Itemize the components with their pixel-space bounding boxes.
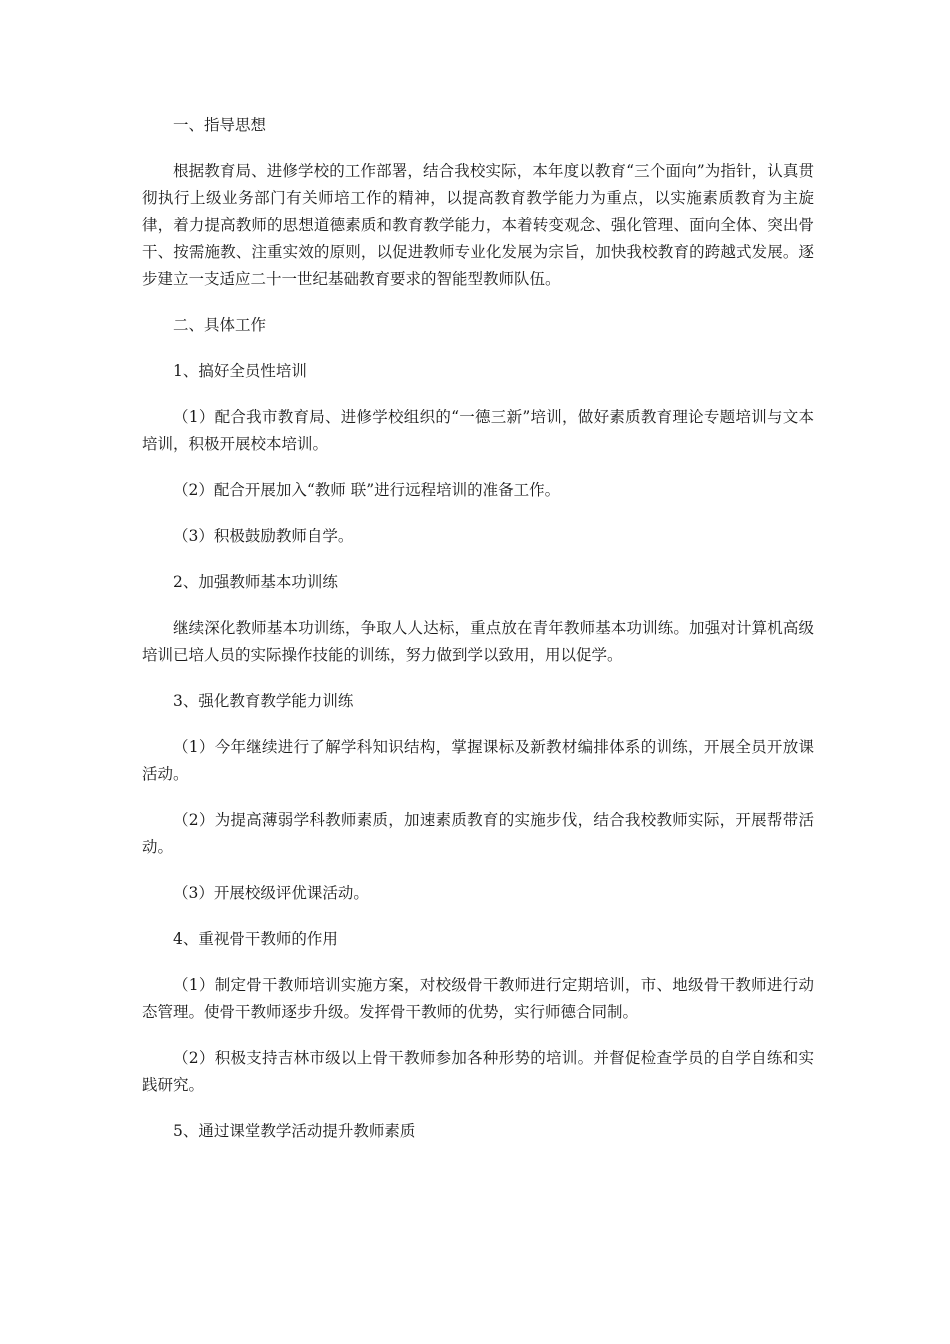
item-3-3: （3）开展校级评优课活动。 (173, 884, 369, 902)
heading-specific-work: 二、具体工作 (173, 316, 267, 334)
document-page (142, 112, 814, 1145)
item-3-2: （2）为提高薄弱学科教师素质，加速素质教育的实施步伐，结合我校教师实际，开展帮带活动。 (142, 811, 814, 856)
subheading-2: 2、加强教师基本功训练 (173, 573, 338, 591)
item-4-1: （1）制定骨干教师培训实施方案，对校级骨干教师进行定期培训，市、地级骨干教师进行动态管理。使骨干教师逐步升级。发挥骨干教师的优势，实行师德合同制。 (142, 976, 814, 1021)
paragraph-2: 继续深化教师基本功训练，争取人人达标，重点放在青年教师基本功训练。加强对计算机高级培训已培人员的实际操作技能的训练，努力做到学以致用，用以促学。 (142, 619, 814, 664)
heading-guiding-thought: 一、指导思想 (173, 116, 267, 134)
subheading-3: 3、强化教育教学能力训练 (173, 692, 354, 710)
item-1-1: （1）配合我市教育局、进修学校组织的“一德三新”培训，做好素质教育理论专题培训与文本培训，积极开展校本培训。 (142, 408, 814, 453)
subheading-1: 1、搞好全员性培训 (173, 362, 307, 380)
item-1-3: （3）积极鼓励教师自学。 (173, 527, 354, 545)
item-3-1: （1）今年继续进行了解学科知识结构，掌握课标及新教材编排体系的训练，开展全员开放课活动。 (142, 738, 814, 783)
item-4-2: （2）积极支持吉林市级以上骨干教师参加各种形势的培训。并督促检查学员的自学自练和实践研究。 (142, 1049, 814, 1094)
paragraph-guiding-thought: 根据教育局、进修学校的工作部署，结合我校实际，本年度以教育“三个面向”为指针，认真贯彻执行上级业务部门有关师培工作的精神，以提高教育教学能力为重点，以实施素质教育为主旋律，着力提高教师的思想道德素质和教育教学能力，本着转变观念、强化管理、面向全体、突出骨干、按需施教、注重实效的原则，以促进教师专业化发展为宗旨，加快我校教育的跨越式发展。逐步建立一支适应二十一世纪基础教育要求的智能型教师队伍。 (142, 162, 814, 288)
subheading-5: 5、通过课堂教学活动提升教师素质 (173, 1122, 416, 1140)
subheading-4: 4、重视骨干教师的作用 (173, 930, 338, 948)
item-1-2: （2）配合开展加入“教师 联”进行远程培训的准备工作。 (173, 481, 561, 499)
